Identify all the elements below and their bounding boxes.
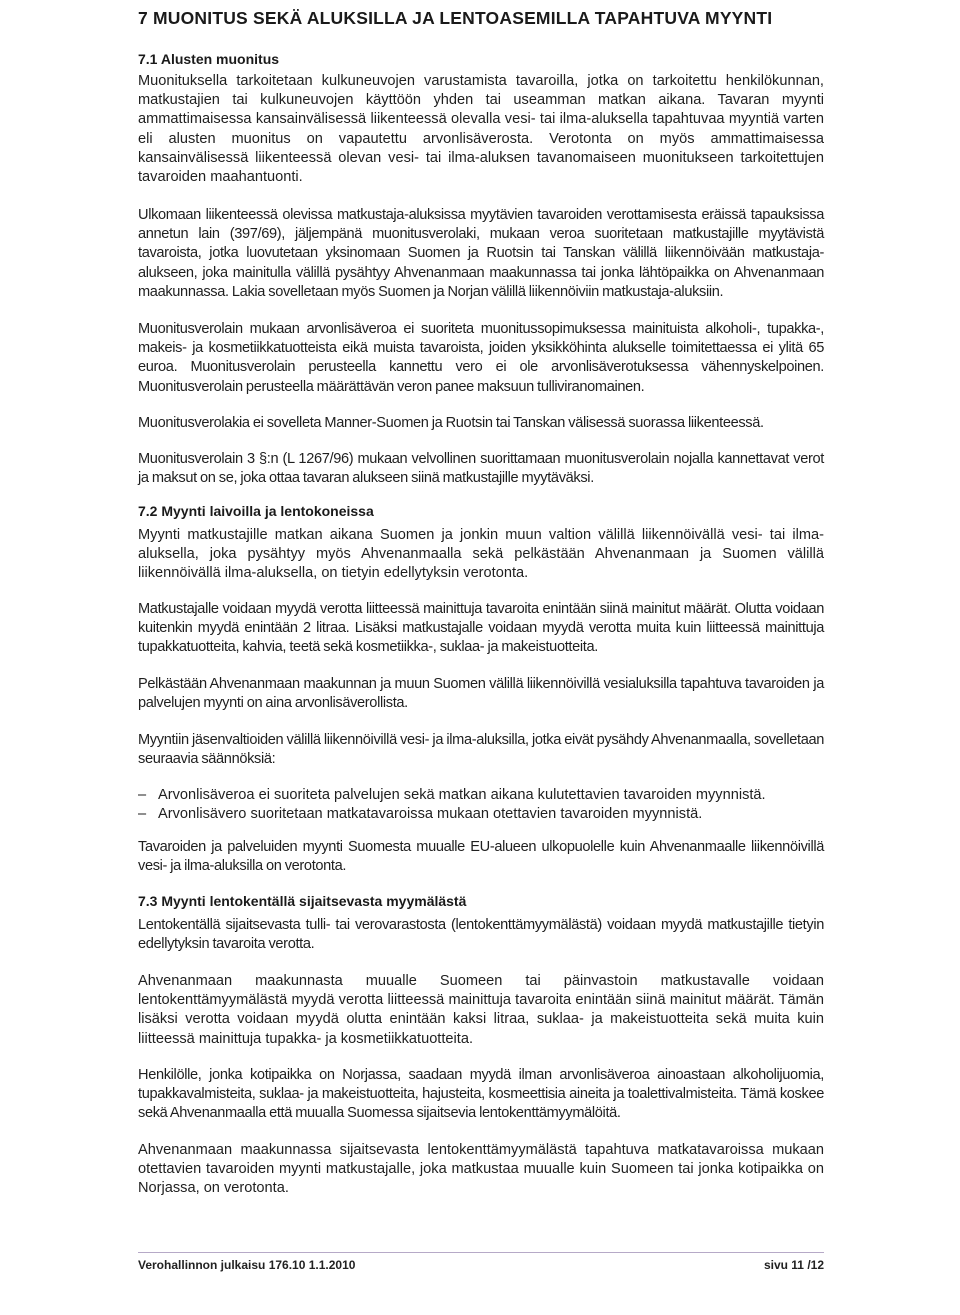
paragraph: Ulkomaan liikenteessä olevissa matkustaja-aluksissa myytävien tavaroiden verottamisesta eräissä tapauksissa annetun lain (397/69), jäljempänä muonitusverolaki, mukaan veroa suoritetaan matkustajille myytävistä tavaroista, jotka luovutetaan yksinomaan Suomen ja Ruotsin tai Tanskan välillä liikennöivään matkustaja-alukseen, joka mainitulla välillä pysähtyy Ahvenanmaan maakunnassa tai jonka lähtöpaikka on Ahvenanmaan maakunnassa. Lakia sovelletaan myös Suomen ja Norjan välillä liikennöiviin matkustaja-aluksiin. — [138, 207, 824, 300]
section-7-3-heading: 7.3 Myynti lentokentällä sijaitsevasta myymälästä — [138, 893, 467, 909]
section-7-1-paragraph-1 — [138, 72, 824, 187]
section-7-1-paragraph-5 — [138, 450, 824, 488]
paragraph: Henkilölle, jonka kotipaikka on Norjassa, saadaan myydä ilman arvonlisäveroa ainoastaan alkoholijuomia, tupakkavalmisteita, suklaa- ja makeistuotteita, hajusteita, kosmeettisia aineita ja toalettivalmisteita. Tämä koskee sekä Ahvenanmaalla että muualla Suomessa sijaitsevia lentokenttämyymälöitä. — [138, 1067, 824, 1122]
section-7-3-paragraph-2 — [138, 972, 824, 1049]
section-7-2-heading-wrap — [138, 502, 824, 520]
paragraph: Muonitusverolakia ei sovelleta Manner-Suomen ja Ruotsin tai Tanskan välisessä suorassa liikenteessä. — [138, 415, 764, 431]
paragraph: Lentokentällä sijaitsevasta tulli- tai verovarastosta (lentokenttämyymälästä) voidaan myydä matkustajille tietyin edellytyksin tavaroita verotta. — [138, 917, 824, 953]
section-7-1-heading-wrap — [138, 50, 824, 68]
section-7-3-paragraph-3 — [138, 1066, 824, 1124]
bullet-list — [138, 786, 824, 824]
section-7-1-paragraph-3 — [138, 320, 824, 397]
paragraph: Muonitusverolain mukaan arvonlisäveroa ei suoriteta muonitussopimuksessa mainituista alkoholi-, tupakka-, makeis- ja kosmetiikkatuotteista eikä muista tavaroista, joiden yksikköhinta alukselle toimitettaessa ei ylitä 65 euroa. Muonitusverolain perusteella kannettu vero ei ole arvonlisäverotuksessa vähennyskelpoinen. Muonitusverolain perusteella määrättävän veron panee maksuun tulliviranomainen. — [138, 321, 824, 395]
section-7-1-paragraph-2 — [138, 206, 824, 302]
section-7-2-bullet-list — [138, 786, 824, 824]
paragraph: Muonituksella tarkoitetaan kulkuneuvojen varustamista tavaroilla, jotka on tarkoitettu henkilökunnan, matkustajien tai kulkuneuvojen käyttöön yhden tai useamman matkan aikana. Tavaran myynti ammattimaisessa kansainvälisessä liikenteessä olevalla vesi- tai ilma-aluksella tapahtuvaa myyntiä varten eli alusten muonitus on vapautettu arvonlisäverosta. Verotonta on myös ammattimaisessa kansainvälisessä liikenteessä olevan vesi- tai ilma-aluksen tavanomaiseen muonitukseen tarkoitettujen tavaroiden maahantuonti. — [138, 73, 824, 186]
section-7-1-paragraph-4 — [138, 414, 824, 433]
footer-rule — [138, 1252, 824, 1253]
section-7-2-heading: 7.2 Myynti laivoilla ja lentokoneissa — [138, 503, 374, 519]
bullet-dash: – — [138, 787, 147, 803]
section-7-3-paragraph-4 — [138, 1141, 824, 1199]
paragraph: Myyntiin jäsenvaltioiden välillä liikennöivillä vesi- ja ilma-aluksilla, jotka eivät pysähdy Ahvenanmaalla, sovelletaan seuraavia säännöksiä: — [138, 732, 824, 768]
section-7-2-paragraph-3 — [138, 675, 824, 713]
paragraph: Myynti matkustajille matkan aikana Suomen ja jonkin muun valtion välillä liikennöivällä vesi- tai ilma-aluksella, joka pysähtyy myös Ahvenanmaalla sekä pelkästään Ahvenanmaan ja Suomen välillä liikennöivällä ilma-aluksella, on tietyin edellytyksin verotonta. — [138, 527, 824, 582]
paragraph: Muonitusverolain 3 §:n (L 1267/96) mukaan velvollinen suorittamaan muonitusverolain nojalla kannettavat verot ja maksut on se, joka ottaa tavaran alukseen siinä matkustajille myytäväksi. — [138, 451, 824, 487]
bullet-dash: – — [138, 806, 147, 823]
paragraph: Pelkästään Ahvenanmaan maakunnan ja muun Suomen välillä liikennöivillä vesialuksilla tapahtuva tavaroiden ja palvelujen myynti on aina arvonlisäverollista. — [138, 676, 824, 712]
section-7-2-paragraph-2 — [138, 600, 824, 658]
section-7-3-paragraph-1 — [138, 916, 824, 954]
chapter-title: 7 MUONITUS SEKÄ ALUKSILLA JA LENTOASEMILLA TAPAHTUVA MYYNTI — [138, 8, 773, 28]
section-7-1-heading: 7.1 Alusten muonitus — [138, 51, 280, 67]
paragraph: Matkustajalle voidaan myydä verotta liitteessä mainittuja tavaroita enintään siinä mainitut määrät. Olutta voidaan kuitenkin myydä enintään 2 litraa. Lisäksi matkustajalle voidaan myydä verotta muita kuin liitteessä mainittuja tupakkatuotteita, kahvia, teetä sekä kosmetiikka-, suklaa- ja makeistuotteita. — [138, 601, 824, 656]
section-7-3-heading-wrap — [138, 892, 824, 910]
paragraph: Tavaroiden ja palveluiden myynti Suomesta muualle EU-alueen ulkopuolelle kuin Ahvenanmaalle liikennöivillä vesi- ja ilma-aluksilla on verotonta. — [138, 839, 824, 875]
list-item-text: Arvonlisävero suoritetaan matkatavaroissa mukaan otettavien tavaroiden myynnistä. — [158, 806, 703, 823]
section-7-2-paragraph-1 — [138, 526, 824, 584]
list-item — [138, 786, 824, 805]
list-item-text: Arvonlisäveroa ei suoriteta palvelujen sekä matkan aikana kulutettavien tavaroiden myynnistä. — [158, 787, 766, 803]
list-item — [138, 805, 824, 824]
section-7-2-closing — [138, 838, 824, 876]
footer-publication: Verohallinnon julkaisu 176.10 1.1.2010 — [138, 1258, 356, 1272]
section-7-2-paragraph-4 — [138, 731, 824, 769]
footer-page-number: sivu 11 /12 — [763, 1258, 824, 1272]
paragraph: Ahvenanmaan maakunnassa sijaitsevasta lentokenttämyymälästä tapahtuva matkatavaroissa mukaan otettavien tavaroiden myynti matkustajalle, joka matkustaa muualle kuin Suomeen tai jonka kotipaikka on Norjassa, on verotonta. — [138, 1142, 824, 1197]
paragraph: Ahvenanmaan maakunnasta muualle Suomeen tai päinvastoin matkustavalle voidaan lentokenttämyymälästä myydä verotta liitteessä mainittuja tavaroita enintään siinä mainitut määrät. Tämän lisäksi verotta voidaan myydä olutta enintään kaksi litraa, suklaa- ja makeistuotteita sekä muita kuin liitteessä mainittuja tupakka- ja kosmetiikkatuotteita. — [138, 973, 824, 1047]
